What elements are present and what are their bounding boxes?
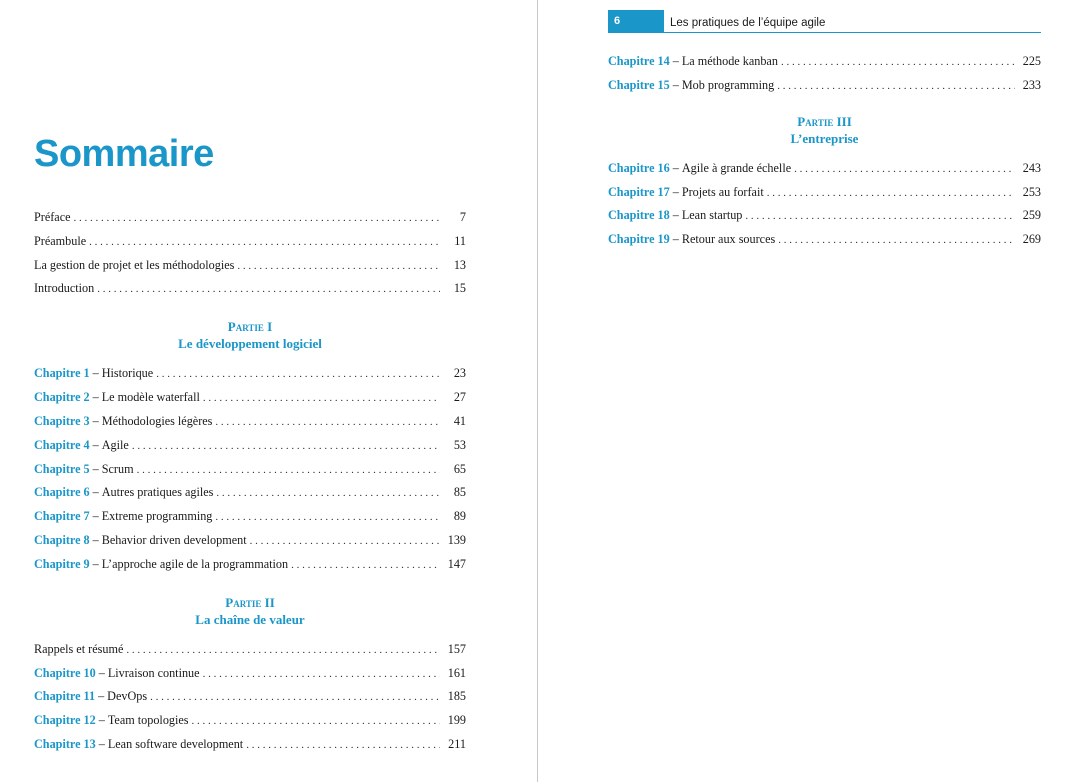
dot-leader [137, 463, 440, 478]
chapter-number: Chapitre 14 [608, 54, 670, 68]
separator: – [672, 77, 679, 92]
page-title: Sommaire [34, 133, 214, 175]
front-matter-list [34, 210, 466, 297]
entry-title: Projets au forfait [681, 184, 764, 199]
part-3-heading [608, 114, 1041, 147]
dot-leader [781, 55, 1015, 70]
dot-leader [74, 211, 440, 226]
dot-leader [794, 162, 1015, 177]
dot-leader [150, 690, 440, 705]
toc-chapter-entry [608, 54, 1041, 70]
entry-title: Retour aux sources [681, 232, 776, 247]
toc-chapter-entry [34, 557, 466, 573]
dot-leader [156, 367, 440, 382]
dot-leader [250, 534, 440, 549]
dot-leader [767, 186, 1015, 201]
toc-chapter-entry [608, 185, 1041, 201]
separator: – [92, 509, 99, 524]
separator: – [98, 713, 105, 728]
part-2-chapter-list [34, 666, 466, 753]
dot-leader [132, 439, 440, 454]
page-number: 253 [1022, 184, 1041, 199]
separator: – [92, 485, 99, 500]
separator: – [92, 532, 99, 547]
dot-leader [126, 643, 440, 658]
toc-entry [34, 642, 466, 658]
chapter-number: Chapitre 4 [34, 437, 90, 452]
dot-leader [745, 209, 1015, 224]
toc-chapter-entry [34, 438, 466, 454]
entry-title: Team topologies [107, 713, 189, 728]
dot-leader [777, 79, 1015, 94]
page-number: 139 [447, 532, 466, 547]
dot-leader [215, 415, 440, 430]
separator: – [92, 413, 99, 428]
entry-title: Lean startup [681, 208, 743, 223]
entry-title: Agile [101, 437, 129, 452]
dot-leader [215, 510, 440, 525]
entry-title: Agile à grande échelle [681, 160, 792, 175]
toc-chapter-entry [34, 713, 466, 729]
toc-chapter-entry [34, 689, 466, 705]
entry-title: Introduction [34, 281, 95, 296]
separator: – [672, 184, 679, 199]
separator: – [92, 366, 99, 381]
separator: – [92, 390, 99, 405]
toc-chapter-entry [34, 485, 466, 501]
continued-chapter-list [608, 54, 1041, 94]
page-number: 15 [453, 281, 466, 296]
entry-title: Mob programming [681, 77, 775, 92]
entry-title: Extreme programming [101, 509, 213, 524]
chapter-number: Chapitre 6 [34, 485, 90, 500]
dot-leader [89, 235, 440, 250]
entry-title: L’approche agile de la programmation [101, 556, 289, 571]
dot-leader [203, 391, 440, 406]
page-number: 11 [454, 233, 466, 248]
toc-entry [34, 281, 466, 297]
page-number: 13 [453, 257, 466, 272]
page-number: 27 [453, 390, 466, 405]
chapter-number: Chapitre 8 [34, 532, 90, 547]
page-number: 269 [1022, 232, 1041, 247]
separator: – [672, 54, 679, 68]
entry-title: Scrum [101, 461, 134, 476]
page-number: 41 [453, 413, 466, 428]
entry-title: Méthodologies légères [101, 413, 213, 428]
part-1-chapter-list [34, 366, 466, 572]
page-number: 225 [1022, 54, 1041, 68]
chapter-number: Chapitre 9 [34, 556, 90, 571]
chapter-number: Chapitre 3 [34, 413, 90, 428]
page-number: 147 [447, 556, 466, 571]
entry-title: Lean software development [107, 736, 244, 751]
page-number: 65 [453, 461, 466, 476]
toc-chapter-entry [34, 737, 466, 753]
running-title: Les pratiques de l’équipe agile [670, 17, 826, 29]
separator: – [92, 461, 99, 476]
entry-title: La gestion de projet et les méthodologies [34, 257, 235, 272]
part-1-label: Partie I [227, 319, 273, 335]
toc-chapter-entry [34, 509, 466, 525]
toc-chapter-entry [34, 414, 466, 430]
page-number: 199 [447, 713, 466, 728]
toc-chapter-entry [34, 462, 466, 478]
toc-chapter-entry [34, 366, 466, 382]
page-number: 53 [453, 437, 466, 452]
right-page [538, 0, 1070, 782]
toc-entry [34, 234, 466, 250]
page-number: 161 [447, 665, 466, 680]
entry-title: Préambule [34, 233, 87, 248]
page-number: 259 [1022, 208, 1041, 223]
chapter-number: Chapitre 13 [34, 736, 96, 751]
chapter-number: Chapitre 11 [34, 689, 96, 704]
toc-entry [34, 258, 466, 274]
part-2-heading [34, 595, 466, 628]
toc-chapter-entry [34, 666, 466, 682]
chapter-number: Chapitre 5 [34, 461, 90, 476]
entry-title: Autres pratiques agiles [101, 485, 214, 500]
chapter-number: Chapitre 17 [608, 184, 670, 199]
separator: – [98, 736, 105, 751]
entry-title: Behavior driven development [101, 532, 247, 547]
part-2-label: Partie II [225, 594, 275, 610]
chapter-number: Chapitre 12 [34, 713, 96, 728]
entry-title: DevOps [107, 689, 148, 704]
dot-leader [192, 714, 440, 729]
chapter-number: Chapitre 19 [608, 232, 670, 247]
page-number: 243 [1022, 160, 1041, 175]
dot-leader [291, 558, 440, 573]
separator: – [92, 437, 99, 452]
entry-title: La méthode kanban [681, 54, 778, 68]
dot-leader [203, 667, 440, 682]
dot-leader [237, 259, 440, 274]
chapter-number: Chapitre 10 [34, 665, 96, 680]
part-3-chapter-list [608, 161, 1041, 248]
toc-chapter-entry [34, 533, 466, 549]
toc-chapter-entry [608, 78, 1041, 94]
chapter-number: Chapitre 2 [34, 390, 90, 405]
chapter-number: Chapitre 15 [608, 77, 670, 92]
entry-title: Rappels et résumé [34, 641, 124, 656]
page-number: 185 [447, 689, 466, 704]
dot-leader [97, 282, 440, 297]
part-3-label: Partie III [797, 113, 852, 129]
toc-chapter-entry [608, 161, 1041, 177]
page-number: 85 [453, 485, 466, 500]
page-number: 89 [453, 509, 466, 524]
toc-chapter-entry [608, 208, 1041, 224]
separator: – [98, 689, 105, 704]
separator: – [92, 556, 99, 571]
table-of-contents-left [34, 210, 466, 761]
toc-entry [34, 210, 466, 226]
page-number: 157 [447, 641, 466, 656]
running-header [608, 10, 1041, 33]
part-1-name: Le développement logiciel [178, 336, 322, 352]
chapter-number: Chapitre 7 [34, 509, 90, 524]
page-number: 211 [448, 736, 466, 751]
entry-title: Livraison continue [107, 665, 200, 680]
table-of-contents-right [608, 54, 1041, 256]
chapter-number: Chapitre 1 [34, 366, 90, 381]
dot-leader [246, 738, 440, 753]
page-number: 23 [453, 366, 466, 381]
page-number: 6 [608, 10, 664, 32]
entry-title: Le modèle waterfall [101, 390, 200, 405]
dot-leader [216, 486, 440, 501]
part-1-heading [34, 319, 466, 352]
entry-title: Historique [101, 366, 154, 381]
dot-leader [778, 233, 1015, 248]
separator: – [672, 232, 679, 247]
separator: – [98, 665, 105, 680]
toc-chapter-entry [608, 232, 1041, 248]
part-2-intro [34, 642, 466, 658]
chapter-number: Chapitre 18 [608, 208, 670, 223]
page-number: 7 [459, 210, 466, 224]
toc-chapter-entry [34, 390, 466, 406]
separator: – [672, 160, 679, 175]
separator: – [672, 208, 679, 223]
part-2-name: La chaîne de valeur [195, 611, 305, 627]
entry-title: Préface [34, 210, 71, 224]
chapter-number: Chapitre 16 [608, 160, 670, 175]
page-number: 233 [1022, 77, 1041, 92]
part-3-name: L’entreprise [790, 130, 859, 146]
